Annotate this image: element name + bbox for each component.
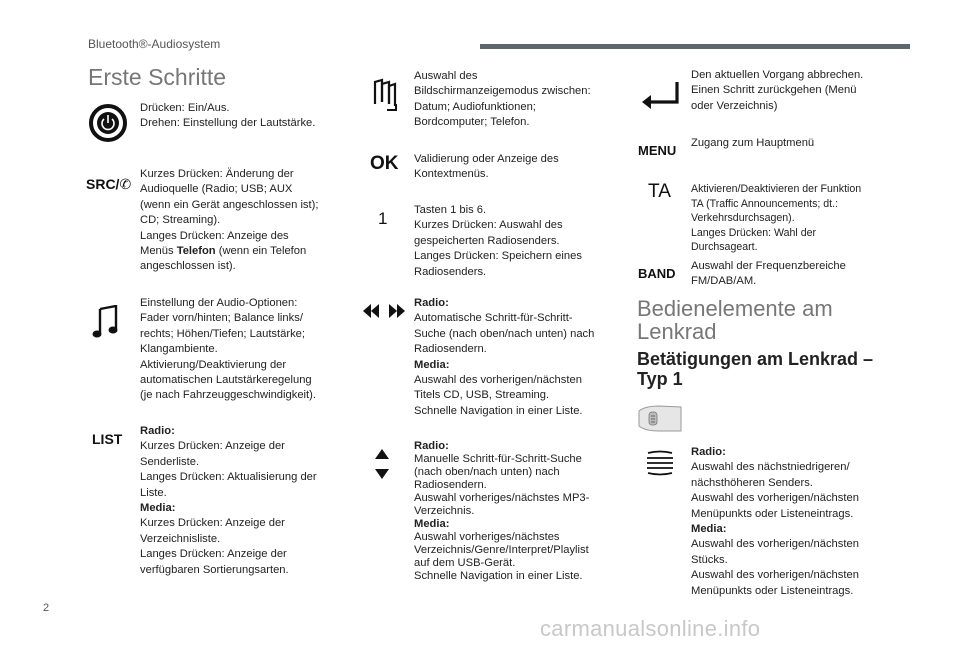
wheel-text: Radio: Auswahl des nächstniedrigeren/ nächsthöheren Senders. Auswahl des vorherigen/nächsten Menüpunkts oder Listeneintrags. Media: Auswahl des vorherigen/nächsten Stücks. Auswahl des vorherigen/nächsten Menüpunkts oder Listeneintrags.	[691, 446, 859, 597]
display-text: Auswahl des Bildschirmanzeigemodus zwischen: Datum; Audiofunktionen; Bordcomputer; Telefon.	[414, 70, 591, 129]
back-text: Den aktuellen Vorgang abbrechen. Einen Schritt zurückgehen (Menü oder Verzeichnis)	[691, 69, 864, 112]
steering-control-icon	[637, 405, 683, 433]
header-bar	[480, 44, 910, 49]
section-title: Erste Schritte	[88, 64, 227, 90]
display-mode-icon	[369, 78, 401, 112]
seek-arrows-icon	[362, 302, 406, 320]
power-knob-icon	[88, 103, 128, 143]
back-icon	[641, 80, 681, 110]
preset-button-label: 1	[378, 209, 388, 228]
list-button-label: LIST	[92, 431, 123, 447]
section2-title: Bedienelemente am Lenkrad	[637, 296, 833, 344]
ok-text: Validierung oder Anzeige des Kontextmenüs.	[414, 153, 559, 181]
list-text: Radio: Kurzes Drücken: Anzeige der Senderliste. Langes Drücken: Aktualisierung der Liste. Media: Kurzes Drücken: Anzeige der Verzeichnisliste. Langes Drücken: Anzeige der verfügbaren Sortierungsarten.	[140, 425, 317, 576]
menu-button-label: MENU	[638, 143, 677, 158]
audio-options-text: Einstellung der Audio-Optionen: Fader vorn/hinten; Balance links/ rechts; Höhen/Tiefen; Lautstärke; Klangambiente. Aktivierung/Deaktivierung der automatischen Lautstärkeregelung (je nach Fahrzeuggeschwindigkeit).	[140, 297, 316, 402]
preset-text: Tasten 1 bis 6. Kurzes Drücken: Auswahl des gespeicherten Radiosenders. Langes Drücken: Speichern eines Radiosenders.	[414, 204, 582, 278]
src-text: Kurzes Drücken: Änderung der Audioquelle (Radio; USB; AUX (wenn ein Gerät angeschlossen ist); CD; Streaming). Langes Drücken: Anzeige des Menüs Telefon (wenn ein Telefon angeschlossen ist).	[140, 168, 319, 273]
ta-button-label: TA	[648, 181, 671, 202]
menu-text: Zugang zum Hauptmenü	[691, 137, 815, 149]
band-text: Auswahl der Frequenzbereiche FM/DAB/AM.	[691, 260, 846, 288]
watermark: carmanualsonline.info	[540, 616, 761, 641]
up-down-arrows-icon	[374, 448, 390, 480]
seek-text: Radio: Automatische Schritt-für-Schritt- Suche (nach oben/nach unten) nach Radiosendern. Media: Auswahl des vorherigen/nächsten Titels CD, USB, Streaming. Schnelle Navigation in einer Liste.	[414, 297, 595, 417]
page-number: 2	[43, 602, 50, 614]
thumbwheel-icon	[645, 450, 675, 476]
ta-text: Aktivieren/Deaktivieren der Funktion TA (Traffic Announcements; dt.: Verkehrsdurchsagen). Langes Drücken: Wahl der Durchsageart.	[691, 183, 862, 254]
ok-button-label: OK	[370, 153, 399, 174]
power-text: Drücken: Ein/Aus. Drehen: Einstellung der Lautstärke.	[140, 102, 316, 130]
section2-subtitle: Betätigungen am Lenkrad – Typ 1	[637, 349, 874, 389]
updown-text: Radio: Manuelle Schritt-für-Schritt-Suche (nach oben/nach unten) nach Radiosendern. Auswahl vorheriges/nächstes MP3- Verzeichnis. Media: Auswahl vorheriges/nächstes Verzeichnis/Genre/Interpret/Playlist auf dem USB-Gerät. Schnelle Navigation in einer Liste.	[414, 440, 590, 582]
band-button-label: BAND	[638, 266, 676, 281]
src-phone-icon: SRC/✆	[86, 176, 132, 192]
music-note-icon	[92, 305, 120, 339]
running-header: Bluetooth®-Audiosystem	[88, 37, 221, 51]
